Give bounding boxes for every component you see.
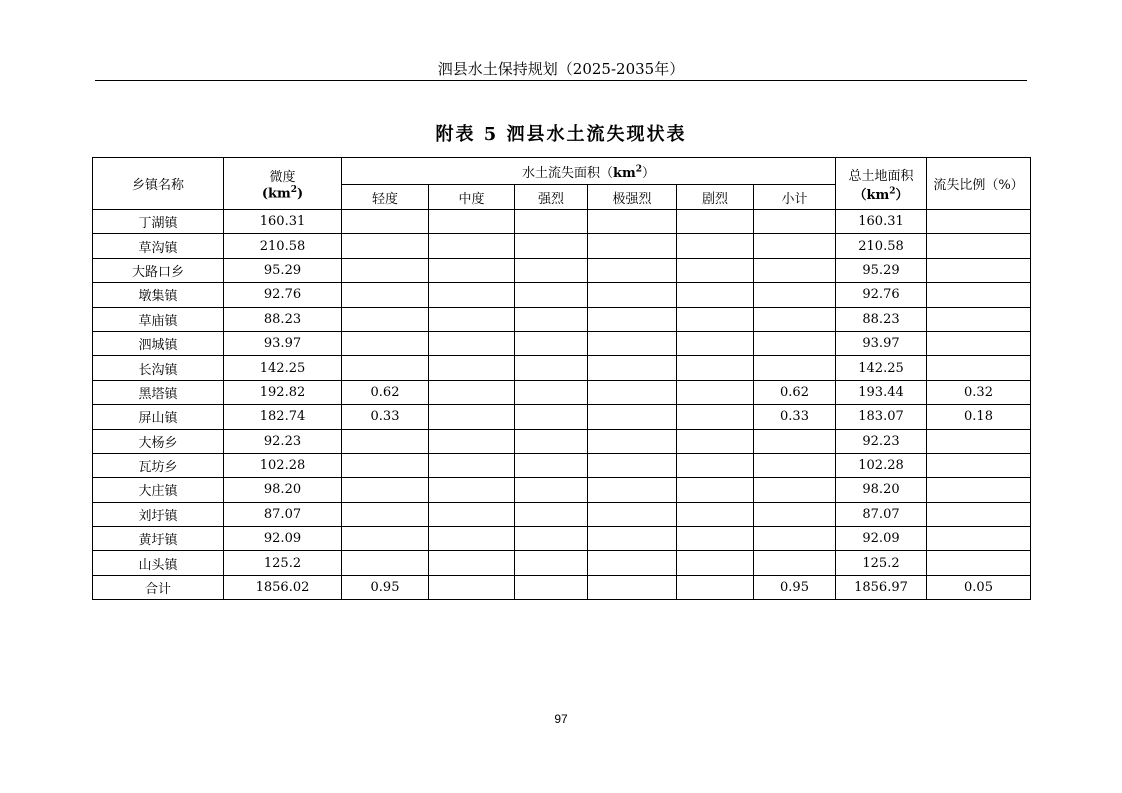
header-mild [224,158,342,210]
cell-town: 大庄镇 [93,478,224,502]
cell-moderate [429,551,515,575]
cell-subtotal [754,258,836,282]
cell-light: 0.33 [342,405,429,429]
cell-very-strong [588,258,677,282]
cell-light [342,258,429,282]
table-row [93,575,1031,599]
cell-severe [677,453,754,477]
table-row [93,356,1031,380]
cell-light: 0.62 [342,380,429,404]
cell-strong [515,478,588,502]
cell-very-strong [588,527,677,551]
cell-town: 山头镇 [93,551,224,575]
header-moderate: 中度 [429,185,515,210]
cell-light [342,551,429,575]
cell-strong [515,258,588,282]
cell-strong [515,307,588,331]
cell-severe [677,405,754,429]
cell-total: 88.23 [836,307,927,331]
cell-strong [515,331,588,355]
cell-very-strong [588,234,677,258]
cell-total: 95.29 [836,258,927,282]
cell-subtotal [754,307,836,331]
table-row [93,210,1031,234]
cell-total: 183.07 [836,405,927,429]
table-row [93,380,1031,404]
cell-severe [677,234,754,258]
cell-moderate [429,429,515,453]
cell-light [342,453,429,477]
cell-total: 142.25 [836,356,927,380]
cell-ratio [927,258,1031,282]
cell-town: 草沟镇 [93,234,224,258]
cell-strong [515,575,588,599]
cell-strong [515,551,588,575]
cell-severe [677,502,754,526]
header-very-strong: 极强烈 [588,185,677,210]
cell-severe [677,283,754,307]
cell-strong [515,527,588,551]
cell-ratio [927,527,1031,551]
cell-total: 102.28 [836,453,927,477]
table-row [93,429,1031,453]
cell-subtotal: 0.95 [754,575,836,599]
cell-subtotal [754,551,836,575]
cell-light [342,527,429,551]
cell-mild: 93.97 [224,331,342,355]
cell-light [342,234,429,258]
cell-total: 87.07 [836,502,927,526]
cell-subtotal [754,283,836,307]
header-town: 乡镇名称 [93,158,224,210]
cell-subtotal [754,478,836,502]
header-rule [95,80,1027,81]
cell-ratio [927,429,1031,453]
header-light: 轻度 [342,185,429,210]
cell-ratio [927,502,1031,526]
cell-mild: 98.20 [224,478,342,502]
cell-light [342,331,429,355]
cell-total: 93.97 [836,331,927,355]
cell-ratio: 0.32 [927,380,1031,404]
cell-severe [677,380,754,404]
cell-very-strong [588,502,677,526]
cell-town: 泗城镇 [93,331,224,355]
cell-strong [515,380,588,404]
cell-total: 98.20 [836,478,927,502]
cell-total: 92.09 [836,527,927,551]
cell-mild: 160.31 [224,210,342,234]
cell-severe [677,210,754,234]
cell-moderate [429,453,515,477]
cell-moderate [429,283,515,307]
cell-mild: 95.29 [224,258,342,282]
cell-mild: 88.23 [224,307,342,331]
cell-ratio [927,283,1031,307]
cell-light [342,210,429,234]
cell-mild: 125.2 [224,551,342,575]
cell-severe [677,575,754,599]
header-strong: 强烈 [515,185,588,210]
cell-light [342,429,429,453]
running-header: 泗县水土保持规划（2025-2035年） [437,60,685,78]
cell-subtotal [754,429,836,453]
cell-severe [677,478,754,502]
cell-total: 160.31 [836,210,927,234]
cell-moderate [429,502,515,526]
cell-very-strong [588,405,677,429]
table-row [93,331,1031,355]
cell-mild: 182.74 [224,405,342,429]
cell-very-strong [588,453,677,477]
cell-ratio [927,307,1031,331]
cell-mild: 1856.02 [224,575,342,599]
table-row [93,283,1031,307]
header-total-land-unit: $(km^2)$ [853,186,909,203]
cell-strong [515,356,588,380]
table-row [93,551,1031,575]
cell-subtotal [754,356,836,380]
cell-moderate [429,405,515,429]
cell-strong [515,405,588,429]
cell-mild: 192.82 [224,380,342,404]
cell-total: 1856.97 [836,575,927,599]
cell-town: 长沟镇 [93,356,224,380]
cell-moderate [429,478,515,502]
cell-moderate [429,307,515,331]
cell-mild: 102.28 [224,453,342,477]
cell-ratio [927,210,1031,234]
cell-strong [515,283,588,307]
cell-mild: 210.58 [224,234,342,258]
header-loss-area: 水土流失面积$(km^2)$ [342,158,836,185]
cell-strong [515,453,588,477]
cell-severe [677,429,754,453]
cell-very-strong [588,356,677,380]
cell-ratio: 0.05 [927,575,1031,599]
cell-severe [677,527,754,551]
cell-severe [677,331,754,355]
cell-subtotal [754,527,836,551]
cell-very-strong [588,331,677,355]
cell-mild: 142.25 [224,356,342,380]
cell-town: 刘圩镇 [93,502,224,526]
cell-very-strong [588,551,677,575]
cell-ratio [927,453,1031,477]
page-number: 97 [554,712,568,726]
cell-subtotal [754,453,836,477]
cell-subtotal [754,210,836,234]
table-row [93,527,1031,551]
cell-ratio [927,331,1031,355]
cell-moderate [429,575,515,599]
cell-town: 墩集镇 [93,283,224,307]
cell-moderate [429,234,515,258]
cell-town: 黑塔镇 [93,380,224,404]
cell-very-strong [588,307,677,331]
cell-town: 大路口乡 [93,258,224,282]
cell-town: 瓦坊乡 [93,453,224,477]
cell-mild: 92.09 [224,527,342,551]
table-row [93,258,1031,282]
cell-light [342,307,429,331]
cell-subtotal: 0.33 [754,405,836,429]
cell-light [342,356,429,380]
cell-total: 125.2 [836,551,927,575]
cell-subtotal: 0.62 [754,380,836,404]
cell-very-strong [588,575,677,599]
cell-ratio: 0.18 [927,405,1031,429]
cell-light [342,502,429,526]
table-row [93,453,1031,477]
header-subtotal: 小计 [754,185,836,210]
header-mild-label: 微度 [269,169,296,185]
cell-subtotal [754,234,836,258]
cell-very-strong [588,478,677,502]
table-row [93,502,1031,526]
header-severe: 剧烈 [677,185,754,210]
cell-moderate [429,331,515,355]
table-row [93,307,1031,331]
cell-very-strong [588,210,677,234]
cell-strong [515,234,588,258]
cell-total: 210.58 [836,234,927,258]
header-ratio: 流失比例（%） [927,158,1031,210]
cell-very-strong [588,283,677,307]
cell-total: 92.76 [836,283,927,307]
cell-severe [677,307,754,331]
cell-light: 0.95 [342,575,429,599]
cell-ratio [927,234,1031,258]
cell-severe [677,551,754,575]
cell-total: 92.23 [836,429,927,453]
cell-light [342,283,429,307]
cell-ratio [927,478,1031,502]
cell-severe [677,356,754,380]
table-row [93,405,1031,429]
cell-subtotal [754,331,836,355]
cell-moderate [429,210,515,234]
header-total-land-label: 总土地面积 [848,168,914,184]
cell-moderate [429,380,515,404]
cell-moderate [429,258,515,282]
cell-moderate [429,356,515,380]
cell-ratio [927,551,1031,575]
cell-subtotal [754,502,836,526]
cell-town: 黄圩镇 [93,527,224,551]
cell-town: 合计 [93,575,224,599]
cell-total: 193.44 [836,380,927,404]
cell-ratio [927,356,1031,380]
cell-very-strong [588,380,677,404]
cell-town: 屏山镇 [93,405,224,429]
erosion-status-table [92,157,1031,600]
table-row [93,234,1031,258]
cell-very-strong [588,429,677,453]
cell-town: 大杨乡 [93,429,224,453]
cell-severe [677,258,754,282]
cell-strong [515,429,588,453]
cell-town: 草庙镇 [93,307,224,331]
cell-light [342,478,429,502]
cell-mild: 92.23 [224,429,342,453]
cell-mild: 92.76 [224,283,342,307]
cell-town: 丁湖镇 [93,210,224,234]
cell-strong [515,210,588,234]
cell-strong [515,502,588,526]
header-total-land [836,158,927,210]
cell-moderate [429,527,515,551]
cell-mild: 87.07 [224,502,342,526]
table-title: 附表 5 泗县水土流失现状表 [435,124,687,145]
header-mild-unit: $(km^2)$ [261,184,304,202]
table-row [93,478,1031,502]
